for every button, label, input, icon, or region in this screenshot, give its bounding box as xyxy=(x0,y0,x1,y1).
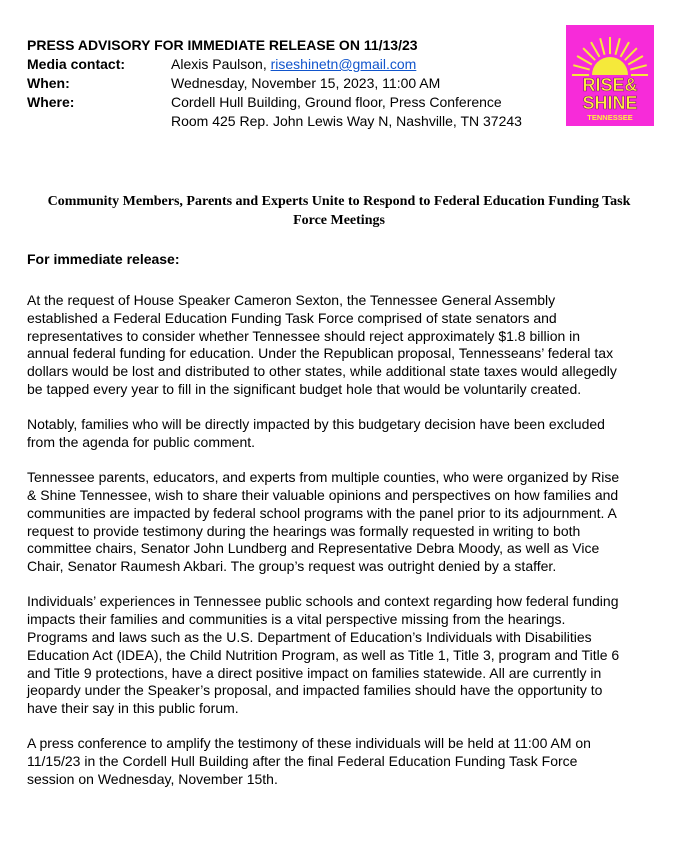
paragraph-2 xyxy=(27,416,653,452)
paragraph-1 xyxy=(27,292,653,399)
where-value xyxy=(171,93,557,131)
paragraph-line: Tennessee parents, educators, and experts from multiple counties, who were organized by Rise xyxy=(27,469,620,486)
paragraph-line: representatives to consider whether Tennessee should reject approximately $1.8 billion in xyxy=(27,327,581,344)
when-value: Wednesday, November 15, 2023, 11:00 AM xyxy=(171,75,441,91)
rise-shine-logo xyxy=(566,25,654,126)
paragraph-line: At the request of House Speaker Cameron Sexton, the Tennessee General Assembly xyxy=(27,292,556,308)
media-contact-value xyxy=(171,55,557,74)
paragraph-4 xyxy=(27,593,653,718)
body-text xyxy=(27,292,653,806)
media-contact-row xyxy=(27,55,557,74)
where-line-1: Cordell Hull Building, Ground floor, Press Conference xyxy=(171,94,502,110)
advisory-header xyxy=(27,36,557,131)
media-contact-label: Media contact: xyxy=(27,56,126,72)
when-row xyxy=(27,74,557,93)
logo-line-1: RISE& xyxy=(582,75,638,95)
paragraph-3 xyxy=(27,469,653,576)
where-label: Where: xyxy=(27,94,75,110)
media-contact-name: Alexis Paulson, xyxy=(171,56,271,72)
paragraph-line: committee chairs, Senator John Lundberg and Representative Debra Moody, as well as Vice xyxy=(27,540,600,557)
paragraph-5 xyxy=(27,735,653,788)
paragraph-line: & Shine Tennessee, wish to share their valuable opinions and perspectives on how families and xyxy=(27,486,619,503)
paragraph-line: Individuals’ experiences in Tennessee public schools and context regarding how federal funding xyxy=(27,593,619,610)
paragraph-line: request to provide testimony during the hearings was formally requested in writing to both xyxy=(27,522,581,539)
paragraph-line: established a Federal Education Funding Task Force comprised of state senators and xyxy=(27,309,557,326)
paragraph-line: Education Act (IDEA), the Child Nutrition Program, as well as Title 1, Title 3, program and Title 6 xyxy=(27,646,620,663)
paragraph-line: jeopardy under the Speaker’s proposal, and impacted families should have the opportunity to xyxy=(27,682,603,699)
paragraph-line: have their say in this public forum. xyxy=(27,700,239,717)
paragraph-line: session on Wednesday, November 15th. xyxy=(27,770,278,787)
paragraph-line: A press conference to amplify the testimony of these individuals will be held at 11:00 AM on xyxy=(27,735,591,752)
logo-line-3: TENNESSEE xyxy=(587,113,633,122)
headline-line-1: Community Members, Parents and Experts Unite to Respond to Federal Education Funding Task xyxy=(47,194,631,209)
where-line-2: Room 425 Rep. John Lewis Way N, Nashville, TN 37243 xyxy=(171,113,522,129)
where-row xyxy=(27,93,557,131)
paragraph-line: Notably, families who will be directly impacted by this budgetary decision have been excluded xyxy=(27,416,605,433)
advisory-title: PRESS ADVISORY FOR IMMEDIATE RELEASE ON 11/13/23 xyxy=(27,37,418,53)
for-immediate-release-label: For immediate release: xyxy=(27,251,180,267)
paragraph-line: dollars would be lost and distributed to other states, while additional state taxes would allegedly xyxy=(27,363,617,380)
paragraph-line: and Title 9 protections, have a direct positive impact on families statewide. All are currently in xyxy=(27,664,602,681)
paragraph-line: impacts their families and communities is a vital perspective missing from the hearings. xyxy=(27,611,566,628)
headline xyxy=(27,192,651,230)
paragraph-line: from the agenda for public comment. xyxy=(27,433,256,450)
paragraph-line: Chair, Senator Raumesh Akbari. The group’s request was outright denied by a staffer. xyxy=(27,558,557,575)
paragraph-line: communities are impacted by federal school programs with the panel prior to its adjournment. A xyxy=(27,504,617,521)
headline-line-2: Force Meetings xyxy=(293,213,385,228)
paragraph-line: Programs and laws such as the U.S. Department of Education’s Individuals with Disabilities xyxy=(27,628,592,645)
paragraph-line: annual federal funding for education. Under the Republican proposal, Tennesseans’ federal tax xyxy=(27,345,614,362)
logo-line-2: SHINE xyxy=(582,93,638,113)
paragraph-line: be tapped every year to fill in the significant budget hole that would be voluntarily created. xyxy=(27,380,582,397)
paragraph-line: 11/15/23 in the Cordell Hull Building after the final Federal Education Funding Task Force xyxy=(27,753,578,770)
when-label: When: xyxy=(27,75,70,91)
media-contact-email-link[interactable]: riseshinetn@gmail.com xyxy=(270,56,417,72)
